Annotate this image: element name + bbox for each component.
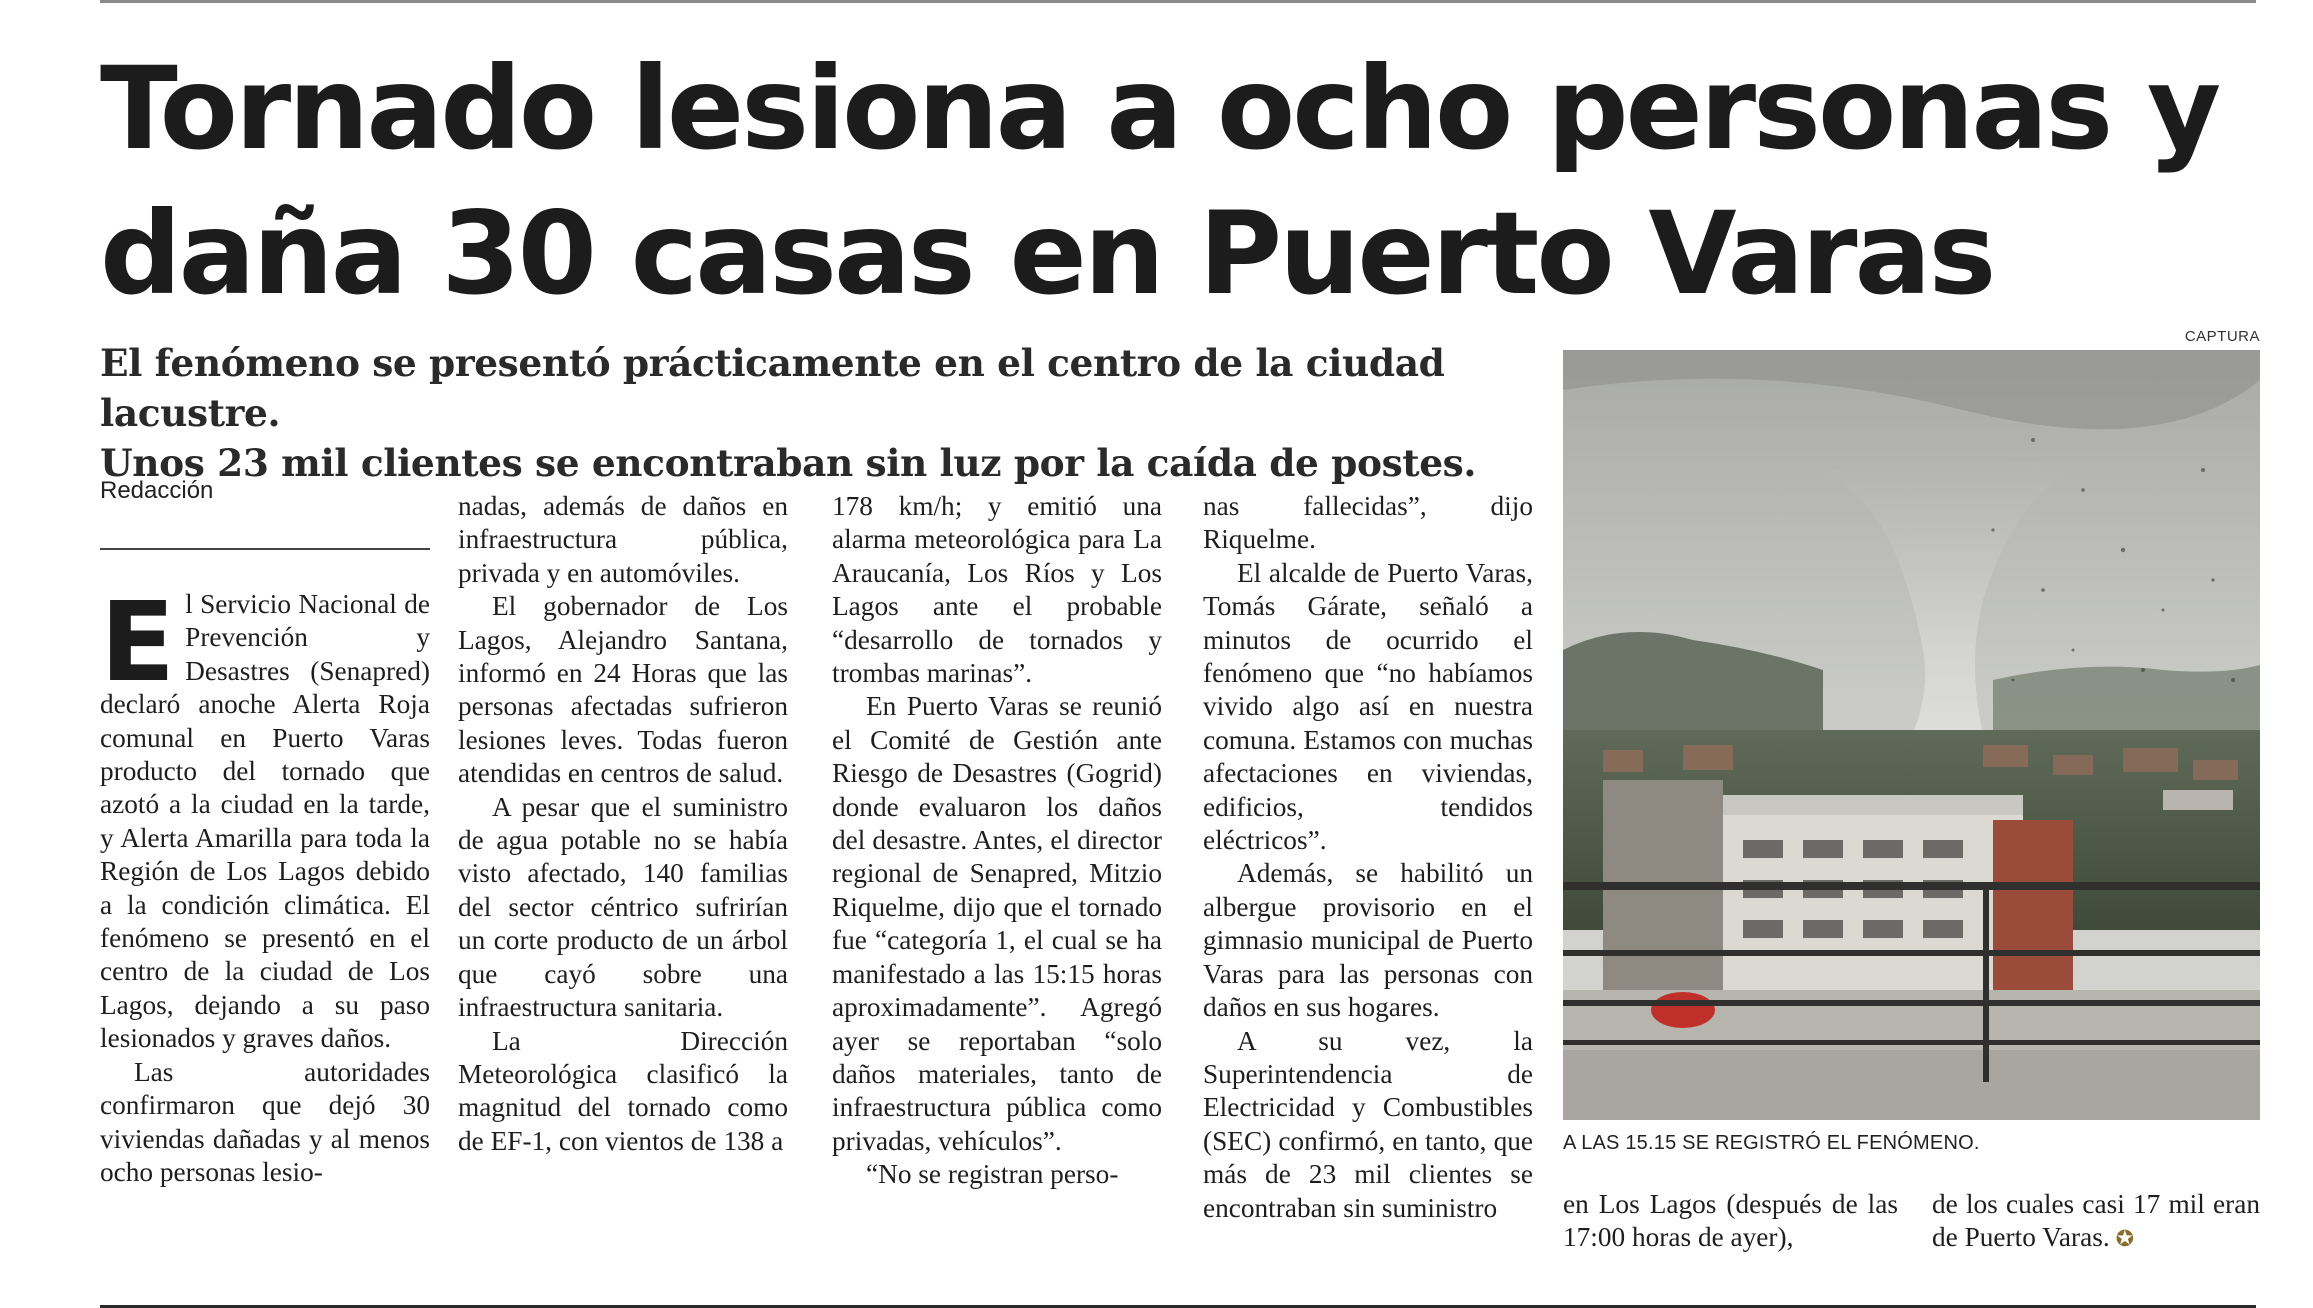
paragraph: A su vez, la Superintendencia de Electricidad y Combustibles (SEC) confirmó, en tanto, que más de 23 mil clientes se encontraban sin suministro (1203, 1025, 1533, 1223)
paragraph: “No se registran perso- (866, 1159, 1119, 1190)
article-column-3 (832, 490, 1162, 1192)
headline-line-2: daña 30 casas en Puerto Varas (100, 187, 1994, 320)
drop-cap: E (100, 578, 176, 706)
paragraph: 178 km/h; y emitió una alarma meteorológica para La Araucanía, Los Ríos y Los Lagos ante el probable “desarrollo de tornados y trombas marinas”. (832, 491, 1162, 689)
deck-line-1: El fenómeno se presentó prácticamente en el centro de la ciudad lacustre. (100, 341, 1445, 435)
article-column-1 (100, 578, 430, 1189)
paragraph: nas fallecidas”, dijo Riquelme. (1203, 491, 1533, 555)
article-column-4 (1203, 490, 1533, 1225)
headline-line-1: Tornado lesiona a ocho personas y (100, 42, 2219, 175)
paragraph: En Puerto Varas se reunió el Comité de Gestión ante Riesgo de Desastres (Gogrid) donde evaluaron los daños del desastre. Antes, el director regional de Senapred, Mitzio Riquelme, dijo que el tornado fue “categoría 1, el cual se ha manifestado a las 15:15 horas aproximadamente”. Agregó ayer se reportaban “solo daños materiales, tanto de infraestructura pública como privadas, vehículos”. (832, 691, 1162, 1156)
paragraph: El gobernador de Los Lagos, Alejandro Santana, informó en 24 Horas que las personas afectadas sufrieron lesiones leves. Todas fueron atendidas en centros de salud. (458, 591, 788, 789)
tornado-photo (1563, 350, 2260, 1120)
headline (100, 36, 2250, 326)
paragraph: en Los Lagos (después de las 17:00 horas de ayer), (1563, 1189, 1898, 1253)
photo-credit: CAPTURA (2184, 328, 2260, 345)
paragraph: A pesar que el suministro de agua potable no se había visto afectado, 140 familias del sector céntrico sufrirían un corte producto de un árbol que cayó sobre una infraestructura sanitaria. (458, 791, 788, 1023)
article-column-6 (1932, 1188, 2260, 1257)
byline: Redacción (100, 477, 214, 504)
article-column-2 (458, 490, 788, 1158)
tornado-photo-illustration (1563, 350, 2260, 1120)
paragraph: El alcalde de Puerto Varas, Tomás Gárate, señaló a minutos de ocurrido el fenómeno que “no habíamos vivido algo así en nuestra comuna. Estamos con muchas afectaciones en viviendas, edificios, tendidos eléctricos”. (1203, 557, 1533, 856)
article-column-5 (1563, 1188, 1898, 1255)
photo-caption: A LAS 15.15 SE REGISTRÓ EL FENÓMENO. (1563, 1132, 1980, 1154)
deck-subheadline (100, 338, 1530, 488)
byline-rule (100, 548, 430, 550)
paragraph: La Dirección Meteorológica clasificó la magnitud del tornado como de EF-1, con vientos de 138 a (458, 1025, 788, 1156)
paragraph: de los cuales casi 17 mil eran de Puerto Varas. ✪ (1932, 1188, 2260, 1257)
paragraph: Las autoridades confirmaron que dejó 30 viviendas dañadas y al menos ocho personas lesio- (100, 1056, 430, 1187)
top-rule (100, 0, 2256, 3)
paragraph: nadas, además de daños en infraestructura pública, privada y en automóviles. (458, 491, 788, 588)
deck-line-2: Unos 23 mil clientes se encontraban sin luz por la caída de postes. (100, 441, 1477, 485)
end-of-article-icon: ✪ (2115, 1227, 2135, 1253)
paragraph: El Servicio Nacional de Prevención y Desastres (Senapred) declaró anoche Alerta Roja comunal en Puerto Varas producto del tornado que azotó a la ciudad en la tarde, y Alerta Amarilla para toda la Región de Los Lagos debido a la condición climática. El fenómeno se presentó en el centro de la ciudad de Los Lagos, dejando a su paso lesionados y graves daños. (100, 578, 430, 1054)
paragraph: Además, se habilitó un albergue provisorio en el gimnasio municipal de Puerto Varas para las personas con daños en sus hogares. (1203, 858, 1533, 1023)
